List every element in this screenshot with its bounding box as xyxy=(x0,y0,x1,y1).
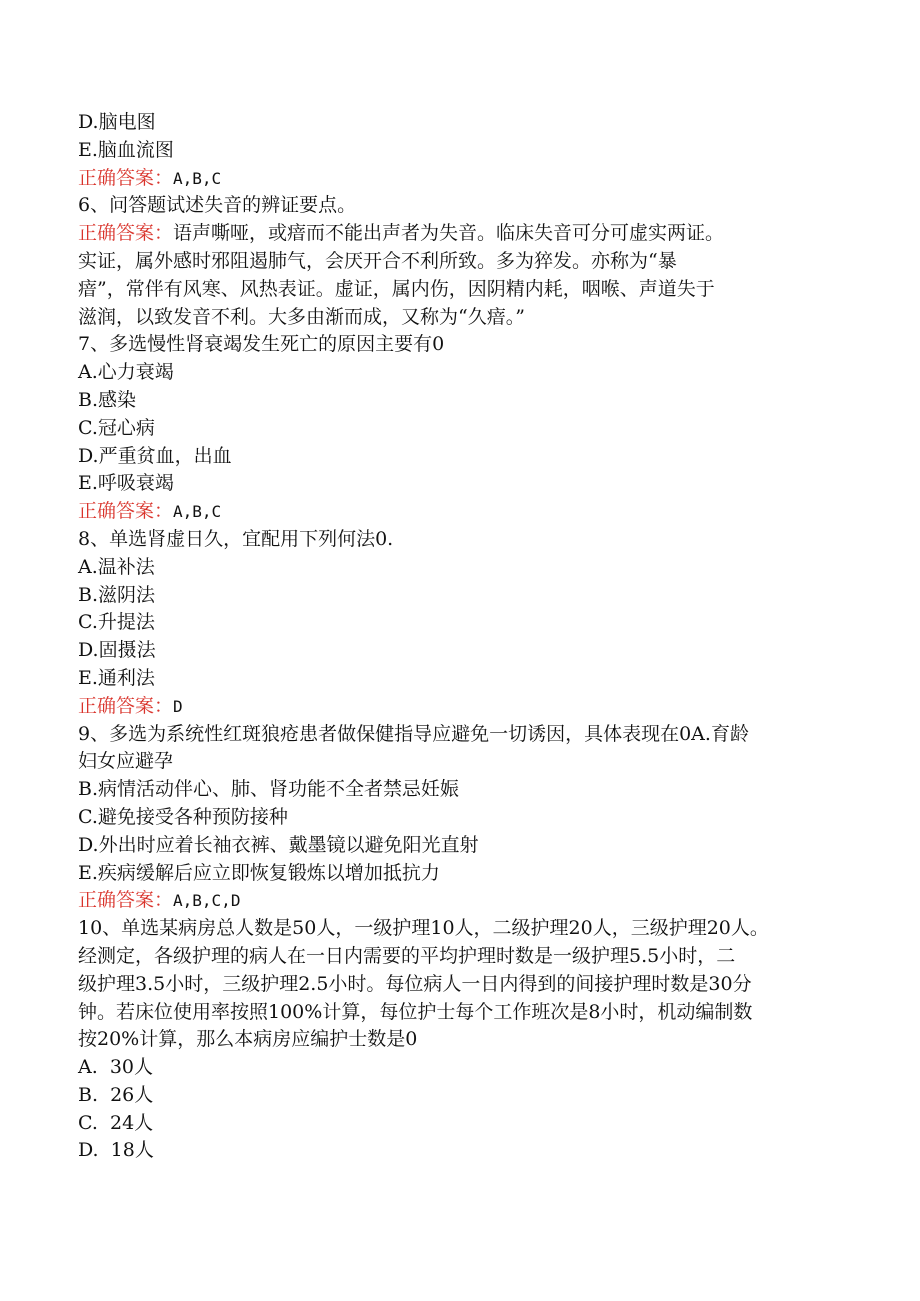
question-text: 8、单选肾虚日久，宜配用下列何法0. xyxy=(78,527,394,550)
option-d: D.严重贫血，出血 xyxy=(78,444,232,467)
option-d: D. 18人 xyxy=(78,1139,154,1162)
option-d: D.固摄法 xyxy=(78,639,156,662)
answer-label: 正确答案： xyxy=(78,166,174,189)
answer-line xyxy=(78,220,840,248)
option-d: D.脑电图 xyxy=(78,111,156,133)
option-b: B.感染 xyxy=(78,388,137,411)
option-e: E.脑血流图 xyxy=(78,138,174,161)
option-c: C. 24人 xyxy=(78,1111,154,1134)
document-page xyxy=(78,109,840,1165)
answer-value: A,B,C,D xyxy=(173,891,241,911)
answer-line xyxy=(78,693,840,721)
option-e: E.呼吸衰竭 xyxy=(78,472,174,495)
option-a: A.心力衰竭 xyxy=(78,361,174,384)
option-e: E.通利法 xyxy=(78,666,155,689)
option-b: B.滋阴法 xyxy=(78,583,156,606)
question-text: 钟。若床位使用率按照100%计算，每位护士每个工作班次是8小时，机动编制数 xyxy=(78,1000,753,1023)
answer-value: A,B,C xyxy=(173,502,222,522)
answer-text: 实证，属外感时邪阻遏肺气，会厌开合不利所致。多为猝发。亦称为“暴 xyxy=(78,249,677,272)
question-text: 6、问答题试述失音的辨证要点。 xyxy=(78,194,357,217)
answer-value: A,B,C xyxy=(173,168,222,188)
option-e: E.疾病缓解后应立即恢复锻炼以增加抵抗力 xyxy=(78,861,440,884)
option-a: A. 30人 xyxy=(78,1056,154,1079)
option-b: B.病情活动伴心、肺、肾功能不全者禁忌妊娠 xyxy=(78,778,460,801)
answer-label: 正确答案： xyxy=(78,222,174,245)
question-text: 级护理3.5小时，三级护理2.5小时。每位病人一日内得到的间接护理时数是30分 xyxy=(78,972,752,995)
question-text: 经测定，各级护理的病人在一日内需要的平均护理时数是一级护理5.5小时，二 xyxy=(78,944,736,967)
answer-line xyxy=(78,498,840,526)
answer-label: 正确答案： xyxy=(78,500,174,523)
option-c: C.升提法 xyxy=(78,611,155,634)
answer-text: 语声嘶哑，或瘖而不能出声者为失音。临床失音可分可虚实两证。 xyxy=(173,222,725,245)
option-c: C.冠心病 xyxy=(78,416,155,439)
question-text: 9、多选为系统性红斑狼疮患者做保健指导应避免一切诱因，具体表现在0A.育龄 xyxy=(78,722,749,745)
answer-label: 正确答案： xyxy=(78,889,174,912)
answer-text: 瘖”，常伴有风寒、风热表证。虚证，属内伤，因阴精内耗，咽喉、声道失于 xyxy=(78,277,715,300)
option-a: A.温补法 xyxy=(78,555,155,578)
question-text: 妇女应避孕 xyxy=(78,750,174,773)
answer-line xyxy=(78,887,840,915)
option-c: C.避免接受各种预防接种 xyxy=(78,805,288,828)
answer-label: 正确答案： xyxy=(78,694,174,717)
option-d: D.外出时应着长袖衣裤、戴墨镜以避免阳光直射 xyxy=(78,833,479,856)
answer-value: D xyxy=(173,696,183,716)
answer-line xyxy=(78,165,840,193)
question-text: 7、多选慢性肾衰竭发生死亡的原因主要有0 xyxy=(78,333,445,356)
answer-text: 滋润，以致发音不利。大多由渐而成，又称为“久瘖。” xyxy=(78,305,525,328)
question-text: 10、单选某病房总人数是50人，一级护理10人，二级护理20人，三级护理20人。 xyxy=(78,917,769,940)
question-text: 按20%计算，那么本病房应编护士数是0 xyxy=(78,1028,418,1051)
option-b: B. 26人 xyxy=(78,1083,154,1106)
